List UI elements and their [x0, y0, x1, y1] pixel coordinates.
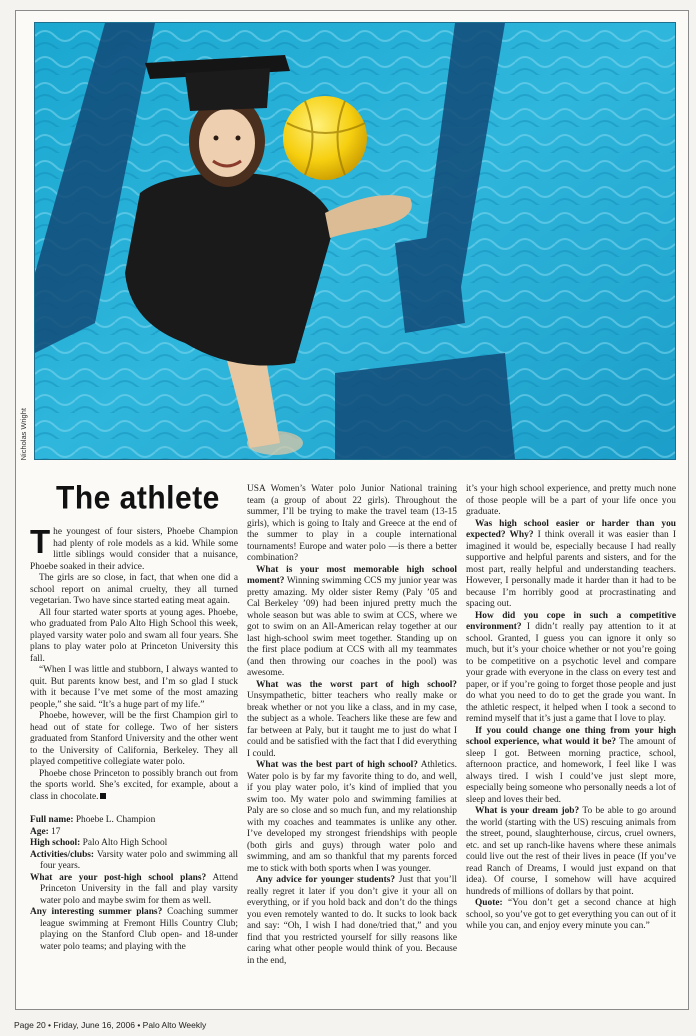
qa-continued: it’s your high school experience, and pretty much none of those people will be a part of your life once you graduate.: [466, 484, 676, 517]
fact-name: Full name: Phoebe L. Champion: [30, 815, 156, 825]
qa-item: What was the worst part of high school? Unsympathetic, bitter teachers who really make or break whether or not you like a class, and in my case, the subject as a whole. Teachers like these are few and far between at Paly, but it taught me to just do what I could and be satisfied with the fact that I did everything I could.: [247, 679, 457, 759]
intro-paragraph-6: Phoebe chose Princeton to possibly branch out from the sports world. She’s excited, for example, about a class in chocolate.: [30, 768, 238, 802]
pool-photo-illustration: [35, 23, 675, 459]
intro-paragraph-1: The youngest of four sisters, Phoebe Champion had plenty of role models as a kid. While some little siblings would consider that a nuisance, Phoebe soaked in their advice.: [30, 523, 238, 572]
qa-item: Any advice for younger students? Just that you’ll really regret it later if you don’t give it your all on everything, or if you hold back and don’t do the things you even remotely wanted to do. It sucks to look back and say: “Oh, I wish I had done/tried that,” and you find that you restricted yourself for silly reasons like caring what other people would think of you. Because in the end,: [247, 875, 457, 966]
dropcap-letter: T: [30, 523, 51, 560]
intro-paragraph-4: “When I was little and stubborn, I always wanted to quit. But parents know best, and I’m so glad I stuck with it because I’ve met some of the most amazing people,” she said. “It’s a huge part of my life.”: [30, 665, 238, 710]
article-column-2: [247, 484, 457, 967]
qa-item: Was high school easier or harder than you expected? Why? I think overall it was easier than I imagined it would be, especially because I had really supportive and helpful parents and sisters, and for the most part, really helpful and understanding teachers. However, I personally made it harder than it had to be because I’m horribly good at procrastinating and spacing out.: [466, 518, 677, 609]
qa-item: Any interesting summer plans? Coaching summer league swimming at Fremont Hills Country Club; playing on the Stanford Club open- and 18-under water polo teams; and playing with the: [30, 907, 238, 952]
qa-item: What is your most memorable high school moment? Winning swimming CCS my junior year was pretty amazing. My older sister Remy (Paly ’05 and Cal Berkeley ’09) had been injured pretty much the whole season but was able to swim at CCS, where we got to swim on an All-American relay together at our last high-school swim meet together. Standing up on the first place podium at CCS with all my teammates (and then throwing our coaches in the pool) was awesome.: [247, 564, 457, 678]
qa-item: What is your dream job? To be able to go around the world (starting with the US) rescuing animals from the street, pound, slaughterhouse, circus, cruel owners, etc. and set up ranch-like havens where these animals could live out the rest of their lives in peace (If you’ve read Ranch of Dreams, I would just expand on that idea). Of course, I somehow will have acquired hundreds of millions of dollars by that point.: [466, 806, 677, 897]
qa-item: What are your post-high school plans? Attend Princeton University in the fall and play varsity water polo and maybe swim for them as well.: [30, 872, 238, 906]
fact-box: [30, 815, 238, 953]
qa-item: Quote: “You don’t get a second chance at high school, so you’ve got to get everything you can out of it while you can, and enjoy every minute you can.”: [466, 898, 677, 931]
qa-item: If you could change one thing from your high school experience, what would it be? The amount of sleep I got. Between morning practice, school, afternoon practice, and homework, I feel like I was always tired. I wish I could’ve just slept more, especially being someone who personally needs a lot of sleep and loves their bed.: [466, 725, 676, 805]
fact-school: High school: Palo Alto High School: [30, 838, 168, 848]
athlete-photo: [34, 22, 676, 460]
qa-continued: USA Women’s Water polo Junior National training team (a group of about 22 girls). Throughout the summer, I’ll be trying to make the travel team (13-15 girls), which is going to Italy and Greece at the end of the summer to play in a couple international tournaments! Europe and water polo —is there a better combination?: [247, 484, 457, 563]
article-column-3: [466, 484, 676, 933]
article-column-1: [30, 523, 238, 953]
qa-item: How did you cope in such a competitive environment? I didn’t really pay attention to it at school. Granted, I guess you can ignore it only so much, but it’s your choice whether or not you’re going to be competitive on a psychotic level and compare your grade with everyone in the class on every test and paper, or if you’re going to forget those people and just do what you need to do to get the grade you want. In the athletic respect, it helped when I took a second to remind myself that it’s just a game that I love to play.: [466, 610, 677, 724]
intro-paragraph-5: Phoebe, however, will be the first Champion girl to head out of state for college. Two of her sisters graduated from Stanford University and the other went to the University of California, Berkeley. They all played competitive collegiate water polo.: [30, 711, 238, 767]
qa-item: What was the best part of high school? Athletics. Water polo is by far my favorite thing to do, and well, if you play water polo, it’s kind of implied that you swim too. My water polo and swimming families at Paly are so close and so much fun, and my relationship with my coaches and teammates is unlike any other. I’ve developed my strongest friendships with people (both girls and guys) through water polo and swimming, and am so thankful that my parents forced me to stick with both sports when I was younger.: [247, 760, 457, 874]
intro-paragraph-2: The girls are so close, in fact, that when one did a school report on animal cruelty, they all turned vegetarian. Two have since started eating meat again.: [30, 573, 238, 606]
page-footer: Page 20 • Friday, June 16, 2006 • Palo Alto Weekly: [14, 1020, 207, 1030]
headline: The athlete: [56, 480, 220, 517]
end-mark-icon: [100, 793, 106, 799]
intro-paragraph-3: All four started water sports at young ages. Phoebe, who graduated from Palo Alto High School this week, played varsity water polo and swam all four years. She plans to play water polo at Princeton University this fall.: [30, 607, 238, 664]
fact-activities: Activities/clubs: Varsity water polo and swimming all four years.: [30, 849, 238, 871]
fact-age: Age: 17: [30, 826, 61, 837]
photo-credit: Nicholas Wright: [19, 408, 28, 461]
